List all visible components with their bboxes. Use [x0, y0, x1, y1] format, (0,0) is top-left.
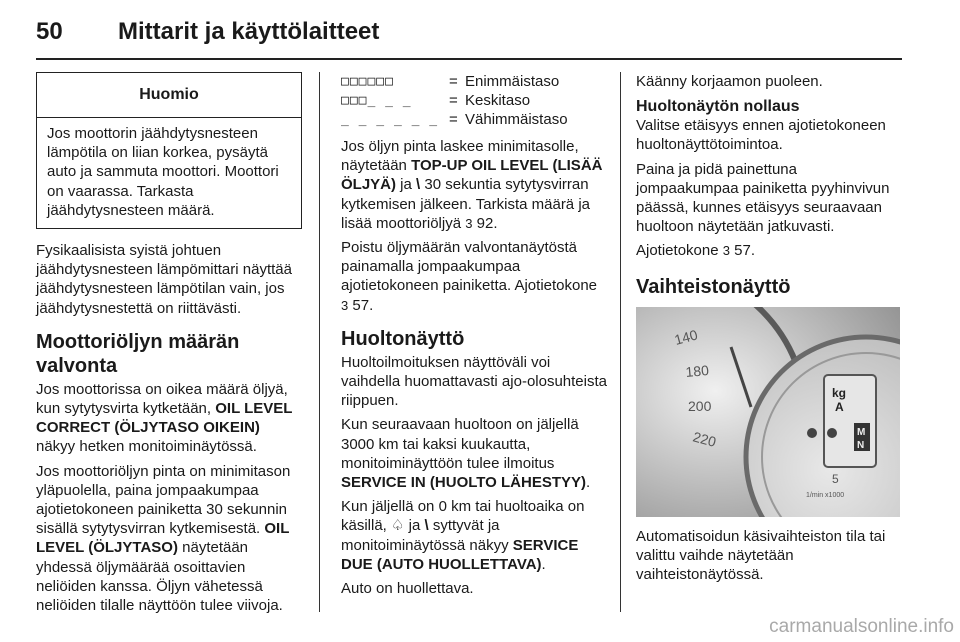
paragraph: Käänny korjaamon puoleen.	[636, 73, 823, 90]
page-ref-arrow-icon: 3	[722, 243, 730, 259]
paragraph: Kun jäljellä on 0 km tai huoltoaika on käsillä, ♤ ja \ syttyvät ja monitoiminäytössä näkyy SERVICE DUE (AUTO HUOLLETTAVA).	[341, 498, 585, 573]
paragraph: Fysikaalisista syistä johtuen jäähdytysnesteen lämpömittari näyttää jäähdytysnesteen lämpötilan vain, jos jäähdytysnestettä on riittävästi.	[36, 242, 292, 317]
level-label: Keskitaso	[465, 92, 531, 109]
paragraph: Ajotietokone 3 57.	[636, 242, 755, 260]
page-ref-arrow-icon: 3	[341, 297, 349, 313]
subheading-reset: Huoltonäytön nollaus	[636, 98, 800, 116]
oil-level-row-max: □□□□□□ = Enimmäistaso	[341, 73, 560, 90]
notice-box	[36, 72, 302, 229]
notice-body: Jos moottorin jäähdytysnesteen lämpötila on liian korkea, pysäytä auto ja sammuta moottori. Moottori on vaarassa. Tarkasta jäähdytysnesteen määrä.	[47, 125, 279, 219]
paragraph: Automatisoidun käsivaihteiston tila tai valittu vaihde näytetään vaihteistonäytössä.	[636, 527, 886, 584]
page-number: 50	[36, 18, 63, 45]
paragraph: Jos moottoriöljyn pinta on minimitason yläpuolella, paina jompaakumpaa ajotietokoneen painiketta 30 sekunnin sisällä sytytysvirran kytkemisestä. OIL LEVEL (ÖLJYTASO) näytetään yhdessä öljymäärää osoittavien neliöiden kanssa. Öljyn vähetessä neliöiden tilalle näyttöön tulee viivoja.	[36, 462, 291, 615]
column-left	[36, 72, 302, 620]
paragraph: Poistu öljymäärän valvontanäytöstä painamalla jompaakumpaa ajotietokoneen painiketta. Ajotietokone 3 57.	[341, 239, 598, 314]
gauge-tick-label: 140	[672, 326, 700, 348]
paragraph: Jos moottorissa on oikea määrä öljyä, kun sytytysvirta kytketään, OIL LEVEL CORRECT (ÖLJYTASO OIKEIN) näkyy hetken monitoiminäytössä.	[36, 380, 293, 456]
paragraph: Jos öljyn pinta laskee minimitasolle, näytetään TOP-UP OIL LEVEL (LISÄÄ ÖLJYÄ) ja \ 30 sekuntia sytytysvirran kytkemisen jälkeen. Tarkista määrä ja lisää moottoriöljyä 3 92.	[341, 138, 603, 232]
section-heading-service: Huoltonäyttö	[341, 327, 465, 350]
page-header	[36, 16, 900, 56]
column-divider	[319, 72, 320, 612]
instrument-cluster-photo	[636, 307, 900, 517]
watermark: carmanualsonline.info	[769, 616, 954, 637]
notice-title: Huomio	[37, 73, 301, 118]
page-ref-arrow-icon: 3	[465, 215, 473, 231]
tacho-unit: 1/min x1000	[806, 491, 845, 499]
service-icon: ♤	[391, 517, 405, 535]
display-mode-label: A	[835, 399, 844, 414]
level-symbol: □□□_ _ _	[341, 93, 412, 108]
column-right	[636, 72, 902, 589]
level-symbol: _ _ _ _ _ _	[341, 112, 439, 127]
instrument-cluster-illustration	[636, 307, 900, 517]
gear-indicator-bottom: N	[857, 439, 865, 451]
service-icon	[807, 428, 817, 438]
wrench-icon: \	[416, 176, 421, 194]
display-top-label: kg	[832, 385, 847, 400]
gauge-tick-label: 220	[691, 428, 718, 450]
wrench-icon	[827, 428, 837, 438]
oil-level-legend	[341, 72, 607, 129]
level-label: Vähimmäistaso	[465, 111, 568, 128]
paragraph: Auto on huollettava.	[341, 580, 474, 598]
paragraph: Huoltoilmoituksen näyttöväli voi vaihdella huomattavasti ajo-olosuhteista riippuen.	[341, 353, 607, 410]
wrench-icon: \	[424, 517, 429, 535]
page-title: Mittarit ja käyttölaitteet	[118, 18, 380, 45]
paragraph: Paina ja pidä painettuna jompaakumpaa painiketta pyyhinvivun päässä, kunnes etäisyys seuraavaan huoltoon näytetään jatkuvasti.	[636, 160, 890, 236]
oil-level-row-min: _ _ _ _ _ _ = Vähimmäistaso	[341, 111, 568, 128]
column-middle	[341, 72, 607, 603]
paragraph: Valitse etäisyys ennen ajotietokoneen huoltonäyttötoimintoa.	[636, 117, 886, 154]
level-symbol: □□□□□□	[341, 74, 394, 89]
section-heading-oil: Moottoriöljyn määrän valvonta	[36, 330, 240, 377]
gear-indicator-top: M	[857, 426, 866, 438]
header-rule	[36, 58, 902, 60]
oil-level-row-mid: □□□_ _ _ = Keskitaso	[341, 92, 531, 109]
paragraph: Kun seuraavaan huoltoon on jäljellä 3000 km tai kaksi kuukautta, monitoiminäyttöön tulee ilmoitus SERVICE IN (HUOLTO LÄHESTYY).	[341, 416, 591, 492]
tacho-number: 5	[832, 471, 839, 486]
gauge-tick-label: 200	[688, 397, 712, 414]
section-heading-gear: Vaihteistonäyttö	[636, 275, 791, 298]
column-divider	[620, 72, 621, 612]
gauge-tick-label: 180	[684, 361, 710, 380]
level-label: Enimmäistaso	[465, 73, 560, 90]
